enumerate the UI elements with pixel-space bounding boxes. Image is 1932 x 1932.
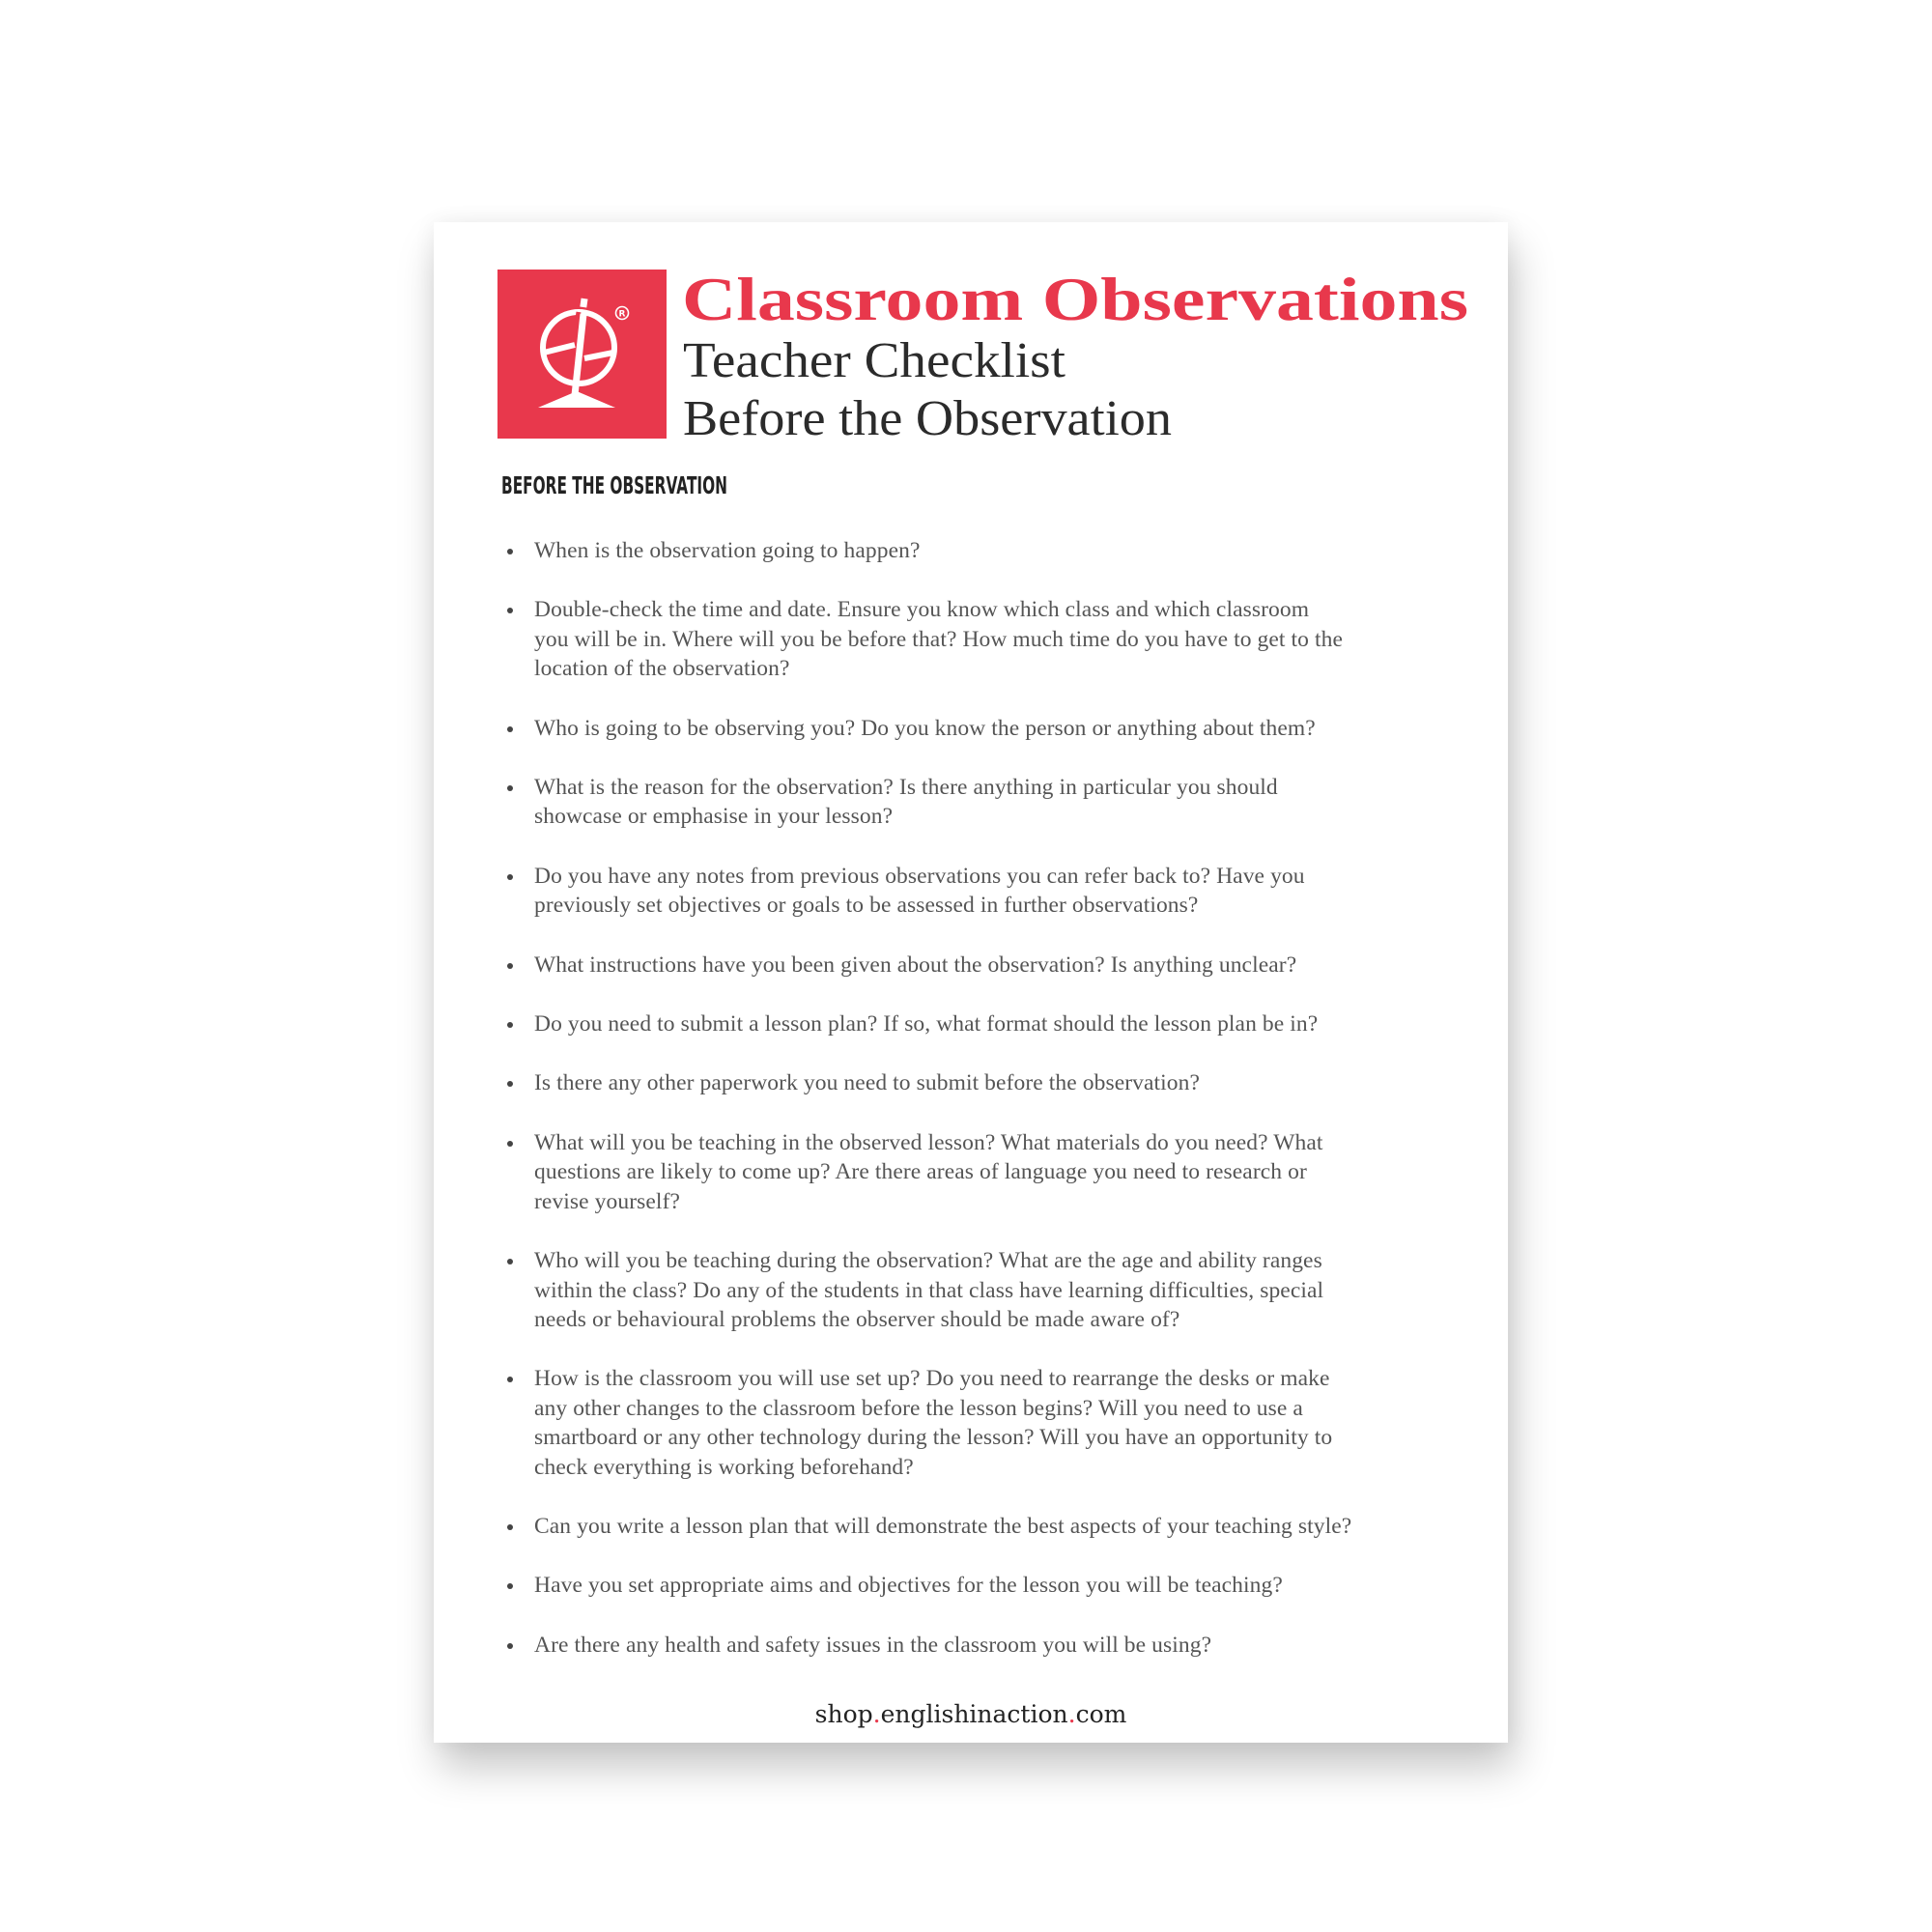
bullet-icon — [507, 1141, 513, 1147]
bullet-icon — [507, 874, 513, 880]
bullet-icon — [507, 608, 513, 613]
checklist-item-text: showcase or emphasise in your lesson? — [534, 804, 894, 830]
document-subtitle-line1: Teacher Checklist — [683, 333, 1066, 388]
checklist-item — [505, 1128, 1481, 1216]
footer-dot: . — [1067, 1700, 1076, 1728]
checklist-item-text: check everything is working beforehand? — [534, 1454, 914, 1480]
checklist-item — [505, 951, 1481, 980]
checklist-item-text: What instructions have you been given about the observation? Is anything unclear? — [534, 952, 1297, 978]
title-block — [434, 222, 1508, 512]
checklist-item-text: How is the classroom you will use set up? Do you need to rearrange the desks or make — [534, 1366, 1330, 1392]
checklist-item-text: revise yourself? — [534, 1188, 681, 1214]
checklist-item-text: Are there any health and safety issues in the classroom you will be using? — [534, 1632, 1212, 1658]
checklist-item — [505, 714, 1481, 743]
checklist-item — [505, 1571, 1481, 1600]
checklist-item-text: questions are likely to come up? Are there areas of language you need to research or — [534, 1159, 1307, 1185]
bullet-icon — [507, 549, 513, 554]
checklist-item-text: within the class? Do any of the students in that class have learning difficulties, special — [534, 1277, 1324, 1303]
footer-website-link[interactable] — [434, 1700, 1508, 1728]
bullet-icon — [507, 1022, 513, 1028]
checklist-item — [505, 1364, 1481, 1482]
document-page — [434, 222, 1508, 1743]
document-subtitle-line2: Before the Observation — [683, 391, 1172, 446]
checklist-item — [505, 1631, 1481, 1660]
checklist-item — [505, 773, 1481, 832]
checklist-item — [505, 1068, 1481, 1097]
checklist-item — [505, 862, 1481, 921]
bullet-icon — [507, 963, 513, 969]
checklist-item-text: Double-check the time and date. Ensure you know which class and which classroom — [534, 597, 1310, 623]
bullet-icon — [507, 726, 513, 732]
checklist-item — [505, 595, 1481, 683]
bullet-icon — [507, 1583, 513, 1589]
bullet-icon — [507, 1524, 513, 1530]
bullet-icon — [507, 1377, 513, 1382]
document-title: Classroom Observations — [682, 265, 1468, 333]
footer-text: shop — [814, 1700, 873, 1728]
checklist-item-text: any other changes to the classroom before the lesson begins? Will you need to use a — [534, 1395, 1303, 1421]
checklist-item — [505, 1009, 1481, 1038]
checklist-item-text: What is the reason for the observation? Is there anything in particular you should — [534, 775, 1278, 801]
checklist — [505, 536, 1481, 1690]
footer-text: englishinaction — [880, 1700, 1068, 1728]
checklist-item — [505, 1512, 1481, 1541]
bullet-icon — [507, 1259, 513, 1264]
checklist-item-text: previously set objectives or goals to be assessed in further observations? — [534, 893, 1199, 919]
svg-text:R: R — [618, 309, 626, 320]
checklist-item-text: Who is going to be observing you? Do you know the person or anything about them? — [534, 715, 1316, 741]
checklist-item — [505, 1246, 1481, 1334]
checklist-item-text: Do you have any notes from previous observations you can refer back to? Have you — [534, 863, 1305, 889]
checklist-item-text: Can you write a lesson plan that will demonstrate the best aspects of your teaching style? — [534, 1513, 1352, 1539]
footer-dot: . — [872, 1700, 881, 1728]
checklist-item-text: smartboard or any other technology during the lesson? Will you have an opportunity to — [534, 1425, 1333, 1451]
checklist-item-text: Who will you be teaching during the observation? What are the age and ability ranges — [534, 1248, 1322, 1274]
bullet-icon — [507, 1081, 513, 1087]
bullet-icon — [507, 785, 513, 791]
section-heading: BEFORE THE OBSERVATION — [501, 471, 727, 499]
checklist-item-text: location of the observation? — [534, 656, 790, 682]
checklist-item-text: needs or behavioural problems the observer should be made aware of? — [534, 1306, 1180, 1332]
checklist-item-text: Do you need to submit a lesson plan? If so, what format should the lesson plan be in? — [534, 1011, 1319, 1037]
checklist-item-text: When is the observation going to happen? — [534, 538, 921, 563]
checklist-item-text: Is there any other paperwork you need to submit before the observation? — [534, 1070, 1201, 1096]
checklist-item-text: What will you be teaching in the observed lesson? What materials do you need? What — [534, 1129, 1323, 1155]
footer-text: com — [1075, 1700, 1127, 1728]
checklist-item-text: Have you set appropriate aims and objectives for the lesson you will be teaching? — [534, 1573, 1283, 1599]
checklist-item-text: you will be in. Where will you be before that? How much time do you have to get to the — [534, 626, 1343, 652]
checklist-item — [505, 536, 1481, 565]
bullet-icon — [507, 1643, 513, 1649]
